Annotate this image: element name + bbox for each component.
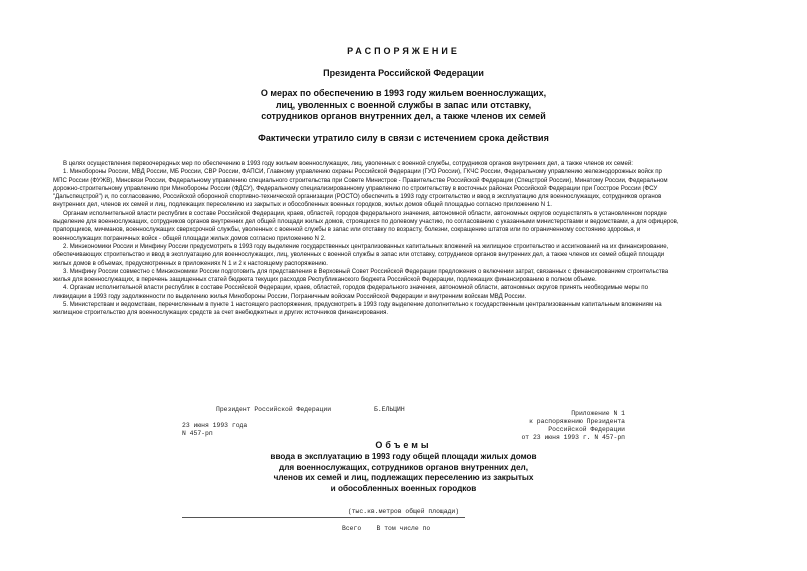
body-line: дорожно-строительному управлению при Минобороны России (ФДСУ), Федеральному специализированному управлению по строительству в восточных районах Российской Федерации при Госстрое России (ФСУ xyxy=(53,184,658,192)
body-line: 3. Минфину России совместно с Минэкономики России подготовить для представления в Верховный Совет Российской Федерации предложения о включении затрат, связанных с финансированием строительства xyxy=(63,267,669,275)
col-incl-header: В том числе по xyxy=(376,525,431,532)
volumes-title: Объемы xyxy=(375,440,432,450)
appendix-line: Приложение N 1 xyxy=(571,410,625,417)
title-line: О мерах по обеспечению в 1993 году жильем военнослужащих, xyxy=(260,88,547,98)
body-line: МПС России (ФУЖВ), Минсвязи России, Федеральному управлению специального строительства при Совете Министров - Правительстве Российской Федерации (Спецстрой России), Минатому России, Федеральном xyxy=(53,176,668,184)
table-header xyxy=(342,525,430,532)
body-line: ликвидации в 1993 году задолженности по выделению жилья Минобороны России, Пограничным войскам Российской Федерации и внутренним войскам МВД России. xyxy=(53,292,527,300)
document-type: РАСПОРЯЖЕНИЕ xyxy=(347,46,460,56)
appendix-line: Российской Федерации xyxy=(548,426,625,433)
volumes-subtitle-line: ввода в эксплуатацию в 1993 году общей площади жилых домов xyxy=(270,452,537,461)
body-line: выделение для военнослужащих, сотрудников органов внутренних дел общей площади жилых домов, строящихся по долевому участию, по согласованию с указанными министерствами и ведомствами, а для офицеров, xyxy=(53,218,679,226)
body-line: обеспечивающих строительство и ввод в эксплуатацию для военнослужащих, лиц, уволенных с военной службы в запас или отставку, сотрудников органов внутренних дел, а также членов их семей общей площади xyxy=(53,251,665,259)
body-line: В целях осуществления первоочередных мер по обеспечению в 1993 году жильем военнослужащих, лиц, уволенных с военной службы, сотрудников органов внутренних дел, а также членов их семей: xyxy=(63,160,633,167)
title-line: сотрудников органов внутренних дел, а также членов их семей xyxy=(261,111,546,121)
document-status: Фактически утратило силу в связи с истечением срока действия xyxy=(258,133,549,143)
title-line: лиц, уволенных с военной службы в запас или отставку, xyxy=(275,99,532,110)
body-line: 4. Органам исполнительной власти республик в составе Российской Федерации, краев, областей, городов федерального значения, автономной области, автономных округов принять необходимые меры по xyxy=(63,284,648,292)
body-line: жилых домов в объемах, предусмотренных в приложениях N 1 и 2 к настоящему распоряжению. xyxy=(53,259,328,267)
table-top-rule xyxy=(182,517,465,518)
body-line: "Дальспецстрой") и, по согласованию, Российской оборонной спортивно-технической организации (РОСТО) обеспечить в 1993 году строительство и ввод в эксплуатацию для военнослужащих, сотрудников органов xyxy=(53,193,662,201)
body-line: военнослужащих пограничных войск - общей площади жилых домов согласно приложению N 2. xyxy=(53,234,326,242)
document-title xyxy=(0,88,807,123)
body-line: жилищное строительство для военнослужащих средств за счет внебюджетных и других источников финансирования. xyxy=(53,309,389,317)
body-line: Органам исполнительной власти республик в составе Российской Федерации, краев, областей, городов федерального значения, автономной области, автономных округов осуществлять в установленном порядке xyxy=(63,209,667,217)
volumes-subtitle-line: и обособленных военных городков xyxy=(330,483,477,493)
signature-name: Б.ЕЛЬЦИН xyxy=(374,406,405,413)
units-note: (тыс.кв.метров общей площади) xyxy=(347,508,460,515)
document-body xyxy=(53,160,793,318)
body-line: прапорщиков, мичманов, военнослужащих сверхсрочной службы, уволенных с военной службы в запас или отставку по возрасту, болезни, сокращению штатов или по ограниченному состоянию здоровья, и xyxy=(53,226,641,234)
signature-position: Президент Российской Федерации xyxy=(216,406,332,413)
signature-number: N 457-рп xyxy=(182,430,213,437)
body-line: 1. Минобороны России, МВД России, МБ России, СВР России, ФАПСИ, Главному управлению охраны Российской Федерации (ГУО России), ГКЧС России, Федеральному управлению железнодорожных войск пр xyxy=(63,168,662,176)
signature-date: 23 июня 1993 года xyxy=(182,422,248,429)
col-total-header: Всего xyxy=(342,525,362,532)
volumes-subtitle-line: для военнослужащих, сотрудников органов внутренних дел, xyxy=(279,462,528,472)
appendix-header xyxy=(470,410,625,442)
document-issuer: Президента Российской Федерации xyxy=(323,68,484,78)
appendix-line: от 23 июня 1993 г. N 457-рп xyxy=(521,434,625,441)
volumes-subtitle-line: членов их семей и лиц, подлежащих переселению из закрытых xyxy=(273,473,534,483)
body-line: 2. Минэкономики России и Минфину России предусмотреть в 1993 году выделение государственных централизованных капитальных вложений на жилищное строительство и ассигнований на их финансирование, xyxy=(63,242,669,250)
body-line: внутренних дел, членов их семей и лиц, подлежащих переселению из закрытых и обособленных военных городков, жилых домов общей площадью согласно приложению N 1. xyxy=(53,201,552,209)
body-line: 5. Министерствам и ведомствам, перечисленным в пункте 1 настоящего распоряжения, предусмотреть в 1993 году выделение дополнительно к государственным централизованным капитальным вложениям на xyxy=(63,301,662,309)
body-line: жилья для военнослужащих, в перечень защищенных статей бюджета текущих расходов Республиканского бюджета Российской Федерации, подлежащих финансированию в полном объеме. xyxy=(53,276,597,284)
appendix-line: к распоряжению Президента xyxy=(529,418,625,425)
volumes-subtitle xyxy=(0,452,807,494)
